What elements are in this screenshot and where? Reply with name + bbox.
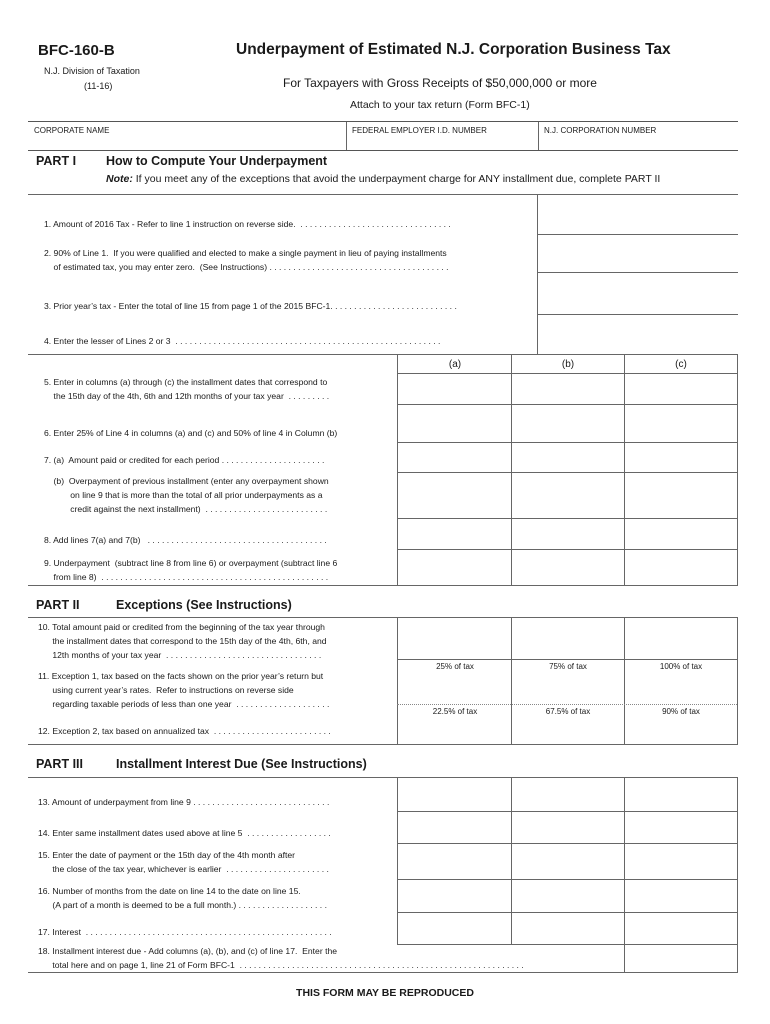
line-7b-3: credit against the next installment) . . . . . . . . . . . . . . . . . . . . . . . . . . [44, 504, 328, 514]
line-9a: 9. Underpayment (subtract line 8 from line 6) or overpayment (subtract line 6 [44, 558, 338, 568]
line-2b: of estimated tax, you may enter zero. (See Instructions) . . . . . . . . . . . . . . . . . . . . . . . . . . . . . . . . . . . . . . [44, 262, 449, 272]
form-code: BFC-160-B [38, 42, 115, 59]
part2-label: PART II [36, 598, 80, 612]
line-14: 14. Enter same installment dates used above at line 5 . . . . . . . . . . . . . . . . . . [38, 828, 331, 838]
reproduce-notice: THIS FORM MAY BE REPRODUCED [296, 987, 474, 999]
line-10c: 12th months of your tax year . . . . . . . . . . . . . . . . . . . . . . . . . . . . . . . . . [38, 650, 322, 660]
line-8: 8. Add lines 7(a) and 7(b) . . . . . . . . . . . . . . . . . . . . . . . . . . . . . . . . . . . . . . [44, 535, 327, 545]
line-11c: regarding taxable periods of less than one year . . . . . . . . . . . . . . . . . . . . [38, 699, 330, 709]
corporate-name-field[interactable]: CORPORATE NAME [34, 126, 110, 135]
line-12: 12. Exception 2, tax based on annualized tax . . . . . . . . . . . . . . . . . . . . . . . . . [38, 726, 331, 736]
line-18a: 18. Installment interest due - Add columns (a), (b), and (c) of line 17. Enter the [38, 946, 338, 956]
part1-note [106, 173, 660, 185]
note-label: Note: [106, 173, 133, 185]
line-11b: using current year’s rates. Refer to instructions on reverse side [38, 685, 294, 695]
fein-field[interactable]: FEDERAL EMPLOYER I.D. NUMBER [352, 126, 487, 135]
pct-25: 25% of tax [436, 662, 474, 671]
part2-title: Exceptions (See Instructions) [116, 598, 292, 612]
line-15b: the close of the tax year, whichever is earlier . . . . . . . . . . . . . . . . . . . . . . [38, 864, 329, 874]
line-5b: the 15th day of the 4th, 6th and 12th months of your tax year . . . . . . . . . [44, 391, 330, 401]
pct-75: 75% of tax [549, 662, 587, 671]
line-18b: total here and on page 1, line 21 of Form BFC-1 . . . . . . . . . . . . . . . . . . . . . . . . . . . . . . . . . . . . . . . . . . . . . . . . . . . . . . . . . . . . [38, 960, 524, 970]
form-title: Underpayment of Estimated N.J. Corporation Business Tax [236, 41, 671, 58]
pct-22-5: 22.5% of tax [432, 707, 478, 716]
line-2a: 2. 90% of Line 1. If you were qualified and elected to make a single payment in lieu of paying installments [44, 248, 447, 258]
note-text: If you meet any of the exceptions that avoid the underpayment charge for ANY installment due, complete PART II [135, 173, 661, 185]
part1-label: PART I [36, 154, 77, 168]
part3-title: Installment Interest Due (See Instructions) [116, 757, 367, 771]
line-13: 13. Amount of underpayment from line 9 . . . . . . . . . . . . . . . . . . . . . . . . . . . . . [38, 797, 330, 807]
nj-corporation-number-field[interactable]: N.J. CORPORATION NUMBER [544, 126, 657, 135]
line-1: 1. Amount of 2016 Tax - Refer to line 1 instruction on reverse side. . . . . . . . . . . . . . . . . . . . . . . . . . . . . . . . . [44, 219, 451, 229]
column-c-header: (c) [675, 359, 687, 370]
line-4: 4. Enter the lesser of Lines 2 or 3 . . . . . . . . . . . . . . . . . . . . . . . . . . . . . . . . . . . . . . . . . . . . . . . . . . . . . . . . [44, 336, 441, 346]
part1-title: How to Compute Your Underpayment [106, 154, 328, 168]
pct-67-5: 67.5% of tax [545, 707, 591, 716]
line-7b-2: on line 9 that is more than the total of all prior underpayments as a [44, 490, 323, 500]
line-15a: 15. Enter the date of payment or the 15th day of the 4th month after [38, 850, 296, 860]
line-9b: from line 8) . . . . . . . . . . . . . . . . . . . . . . . . . . . . . . . . . . . . . . . . . . . . . . . . [44, 572, 329, 582]
part3-label: PART III [36, 757, 83, 771]
attach-instruction: Attach to your tax return (Form BFC-1) [350, 99, 530, 111]
revision-date: (11-16) [84, 81, 113, 91]
column-a-header: (a) [448, 359, 462, 370]
line-6: 6. Enter 25% of Line 4 in columns (a) and (c) and 50% of line 4 in Column (b) [44, 428, 338, 438]
line-16a: 16. Number of months from the date on line 14 to the date on line 15. [38, 886, 301, 896]
taxpayer-id-row [28, 121, 738, 151]
line-7b-1: (b) Overpayment of previous installment (enter any overpayment shown [44, 476, 329, 486]
column-b-header: (b) [561, 359, 575, 370]
line-7a: 7. (a) Amount paid or credited for each period . . . . . . . . . . . . . . . . . . . . . . [44, 455, 325, 465]
division-name: N.J. Division of Taxation [44, 66, 140, 76]
line-11a: 11. Exception 1, tax based on the facts shown on the prior year’s return but [38, 671, 324, 681]
line-10a: 10. Total amount paid or credited from the beginning of the tax year through [38, 622, 325, 632]
pct-90: 90% of tax [662, 707, 700, 716]
line-5a: 5. Enter in columns (a) through (c) the installment dates that correspond to [44, 377, 328, 387]
line-17: 17. Interest . . . . . . . . . . . . . . . . . . . . . . . . . . . . . . . . . . . . . . . . . . . . . . . . . . . . [38, 927, 332, 937]
line-16b: (A part of a month is deemed to be a full month.) . . . . . . . . . . . . . . . . . . . [38, 900, 327, 910]
line-10b: the installment dates that correspond to the 15th day of the 4th, 6th, and [38, 636, 327, 646]
form-subtitle: For Taxpayers with Gross Receipts of $50,000,000 or more [283, 76, 597, 90]
pct-100: 100% of tax [659, 662, 703, 671]
line-3: 3. Prior year’s tax - Enter the total of line 15 from page 1 of the 2015 BFC-1. . . . . . . . . . . . . . . . . . . . . . . . . . . [44, 301, 457, 311]
